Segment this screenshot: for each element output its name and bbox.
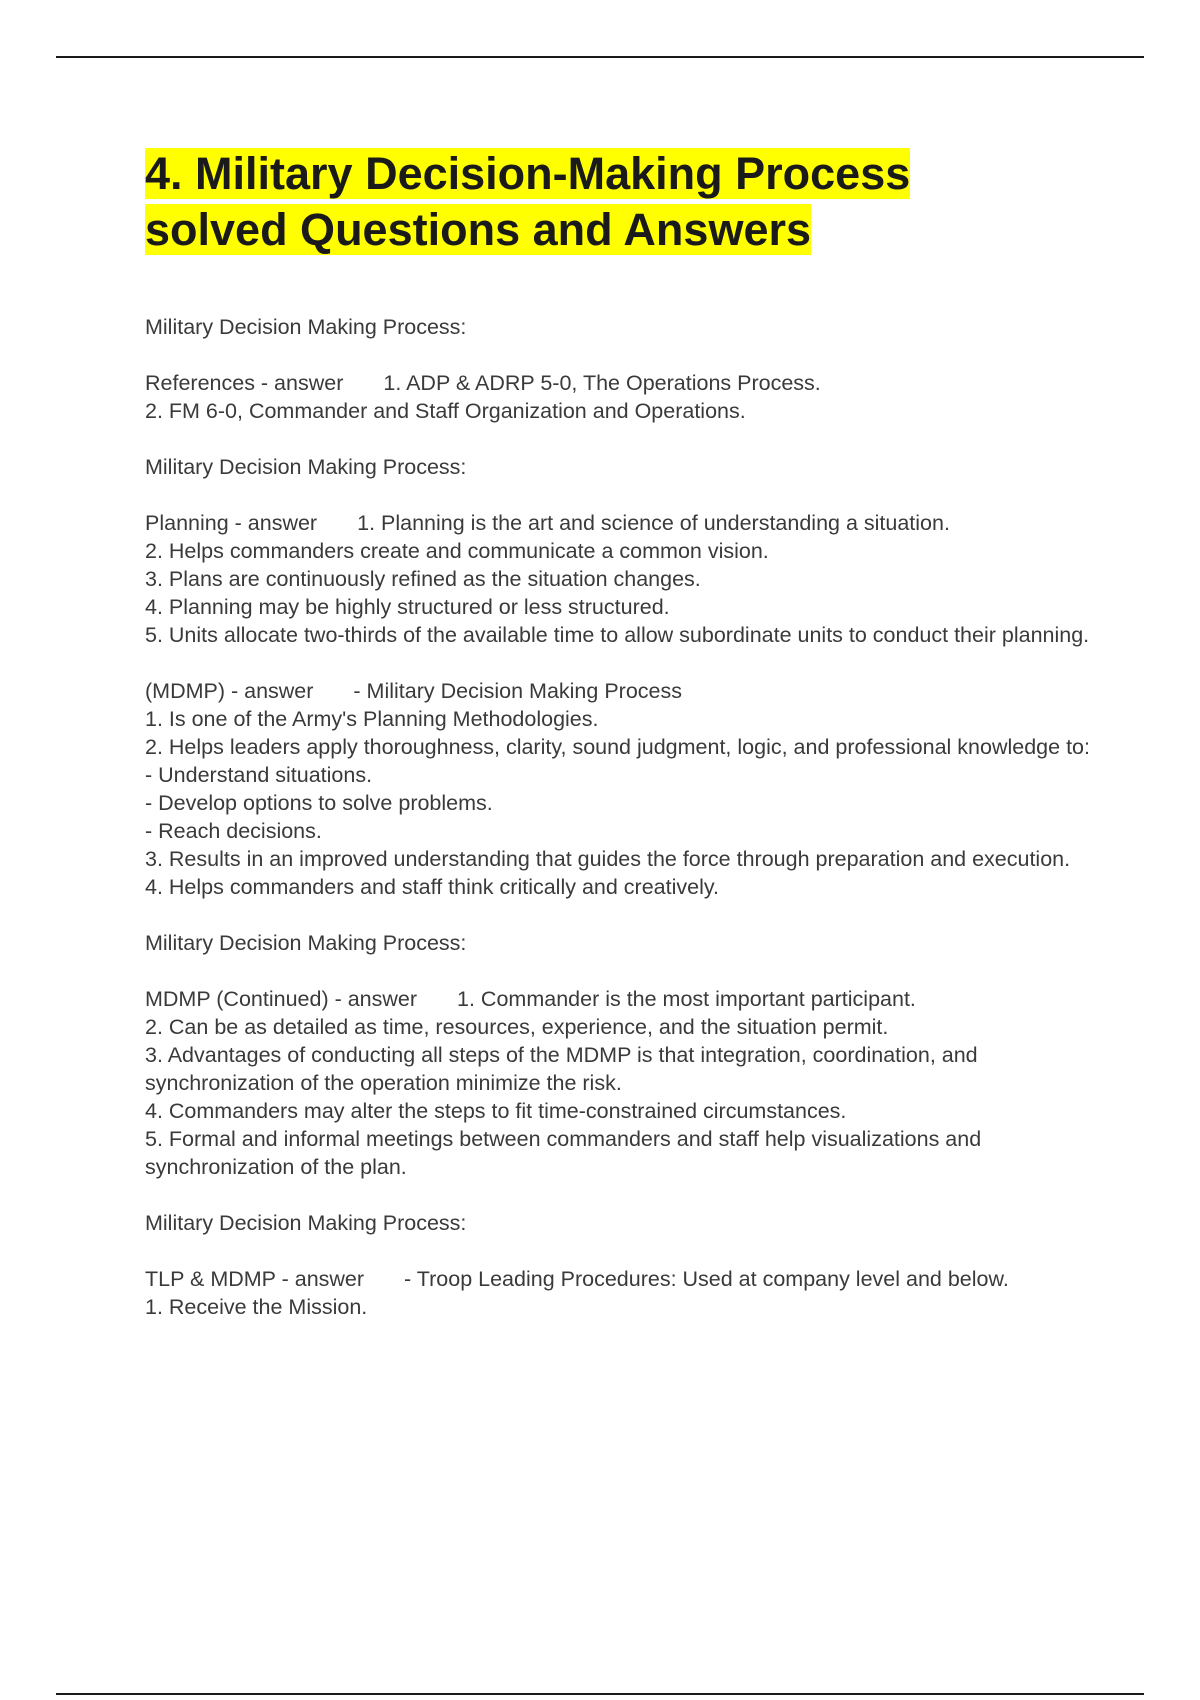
qa-answer-line: 3. Advantages of conducting all steps of the MDMP is that integration, coordination, and synchronization of the operation minimize the risk.: [145, 1043, 984, 1095]
qa-first-line: [145, 509, 1095, 537]
qa-answer-line: 5. Units allocate two-thirds of the available time to allow subordinate units to conduct their planning.: [145, 623, 1090, 647]
qa-card-planning: [145, 509, 1095, 649]
qa-answer-line: 1. ADP & ADRP 5-0, The Operations Process.: [383, 371, 821, 395]
qa-first-line: [145, 985, 1095, 1013]
qa-first-line: [145, 1265, 1095, 1293]
top-rule: [56, 56, 1144, 58]
qa-answer-line: - Military Decision Making Process: [353, 679, 682, 703]
qa-answer-line: - Develop options to solve problems.: [145, 791, 493, 815]
section-heading: Military Decision Making Process:: [145, 931, 467, 955]
qa-answer-line: - Understand situations.: [145, 763, 373, 787]
qa-answer-line: 1. Is one of the Army's Planning Methodologies.: [145, 707, 599, 731]
qa-answer-line: - Troop Leading Procedures: Used at company level and below.: [404, 1267, 1009, 1291]
qa-answer-line: 2. Can be as detailed as time, resources, experience, and the situation permit.: [145, 1015, 889, 1039]
qa-answer-line: 2. Helps commanders create and communicate a common vision.: [145, 539, 769, 563]
qa-answer-line: 2. Helps leaders apply thoroughness, clarity, sound judgment, logic, and professional knowledge to:: [145, 735, 1090, 759]
qa-answer-line: 3. Plans are continuously refined as the situation changes.: [145, 567, 701, 591]
section-heading: Military Decision Making Process:: [145, 315, 467, 339]
section-heading: Military Decision Making Process:: [145, 1211, 467, 1235]
qa-term: (MDMP) - answer: [145, 679, 314, 703]
qa-answer-line: 1. Receive the Mission.: [145, 1295, 368, 1319]
qa-answer-line: 4. Planning may be highly structured or less structured.: [145, 595, 670, 619]
title-line-2: solved Questions and Answers: [145, 204, 812, 255]
qa-card-mdmp-continued: [145, 985, 1095, 1181]
qa-answer-line: 3. Results in an improved understanding that guides the force through preparation and execution.: [145, 847, 1071, 871]
section-heading: Military Decision Making Process:: [145, 455, 467, 479]
qa-card-references: [145, 369, 1095, 425]
document-title: [145, 146, 1095, 258]
title-line-1: 4. Military Decision-Making Process: [145, 148, 911, 199]
qa-answer-line: 5. Formal and informal meetings between commanders and staff help visualizations and synchronization of the plan.: [145, 1127, 988, 1179]
qa-term: References - answer: [145, 371, 344, 395]
qa-answer-line: 1. Commander is the most important participant.: [457, 987, 916, 1011]
document-content: [145, 146, 1095, 1349]
qa-answer-line: 4. Helps commanders and staff think critically and creatively.: [145, 875, 719, 899]
qa-term: Planning - answer: [145, 511, 318, 535]
qa-term: TLP & MDMP - answer: [145, 1267, 365, 1291]
qa-answer-line: 2. FM 6-0, Commander and Staff Organization and Operations.: [145, 399, 746, 423]
qa-answer-line: 1. Planning is the art and science of understanding a situation.: [357, 511, 950, 535]
qa-first-line: [145, 677, 1095, 705]
qa-answer-line: 4. Commanders may alter the steps to fit time-constrained circumstances.: [145, 1099, 847, 1123]
qa-card-tlp-mdmp: [145, 1265, 1095, 1321]
bottom-rule: [56, 1693, 1144, 1695]
qa-answer-line: - Reach decisions.: [145, 819, 322, 843]
qa-term: MDMP (Continued) - answer: [145, 987, 418, 1011]
qa-body: [145, 313, 1095, 1321]
qa-first-line: [145, 369, 1095, 397]
qa-card-mdmp: [145, 677, 1095, 901]
